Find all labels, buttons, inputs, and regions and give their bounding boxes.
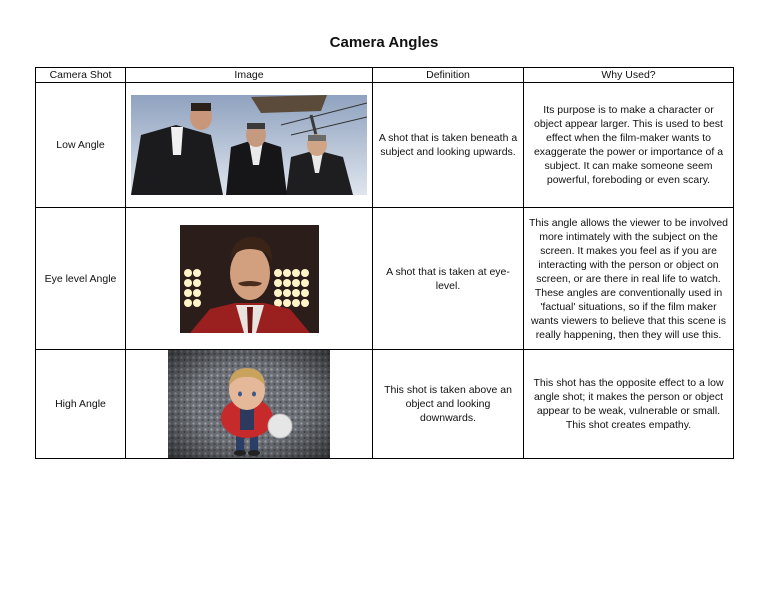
page-title: Camera Angles [329,34,439,51]
why-used-text: This angle allows the viewer to be involved more intimately with the subject on the screen. It makes you feel as if you are interacting with the person or object on screen, or are there in real life to watch. These angles are conventionally used in 'factual' situations, so if the film maker wants viewers to believe that this scene is really happening, then they will use this. [524,208,734,350]
table-row [36,208,734,350]
definition-text: A shot that is taken beneath a subject and looking upwards. [373,83,524,208]
header-image: Image [126,68,373,83]
shot-name: Eye level Angle [36,208,126,350]
shot-name: High Angle [36,350,126,459]
eye-level-photo [180,225,319,333]
table-header-row [36,68,734,83]
table-row [36,83,734,208]
table-row [36,350,734,459]
definition-text: A shot that is taken at eye-level. [373,208,524,350]
high-angle-photo [168,350,330,458]
definition-text: This shot is taken above an object and looking downwards. [373,350,524,459]
header-definition: Definition [373,68,524,83]
low-angle-photo [131,95,367,195]
header-why-used: Why Used? [524,68,734,83]
header-camera-shot: Camera Shot [36,68,126,83]
shot-name: Low Angle [36,83,126,208]
why-used-text: Its purpose is to make a character or object appear larger. This is used to best effect when the film-maker wants to exaggerate the power or importance of a subject. It can make someone seem powerful, foreboding or even scary. [524,83,734,208]
why-used-text: This shot has the opposite effect to a low angle shot; it makes the person or object appear to be weak, vulnerable or small. This shot creates empathy. [524,350,734,459]
camera-angles-table [35,67,734,459]
